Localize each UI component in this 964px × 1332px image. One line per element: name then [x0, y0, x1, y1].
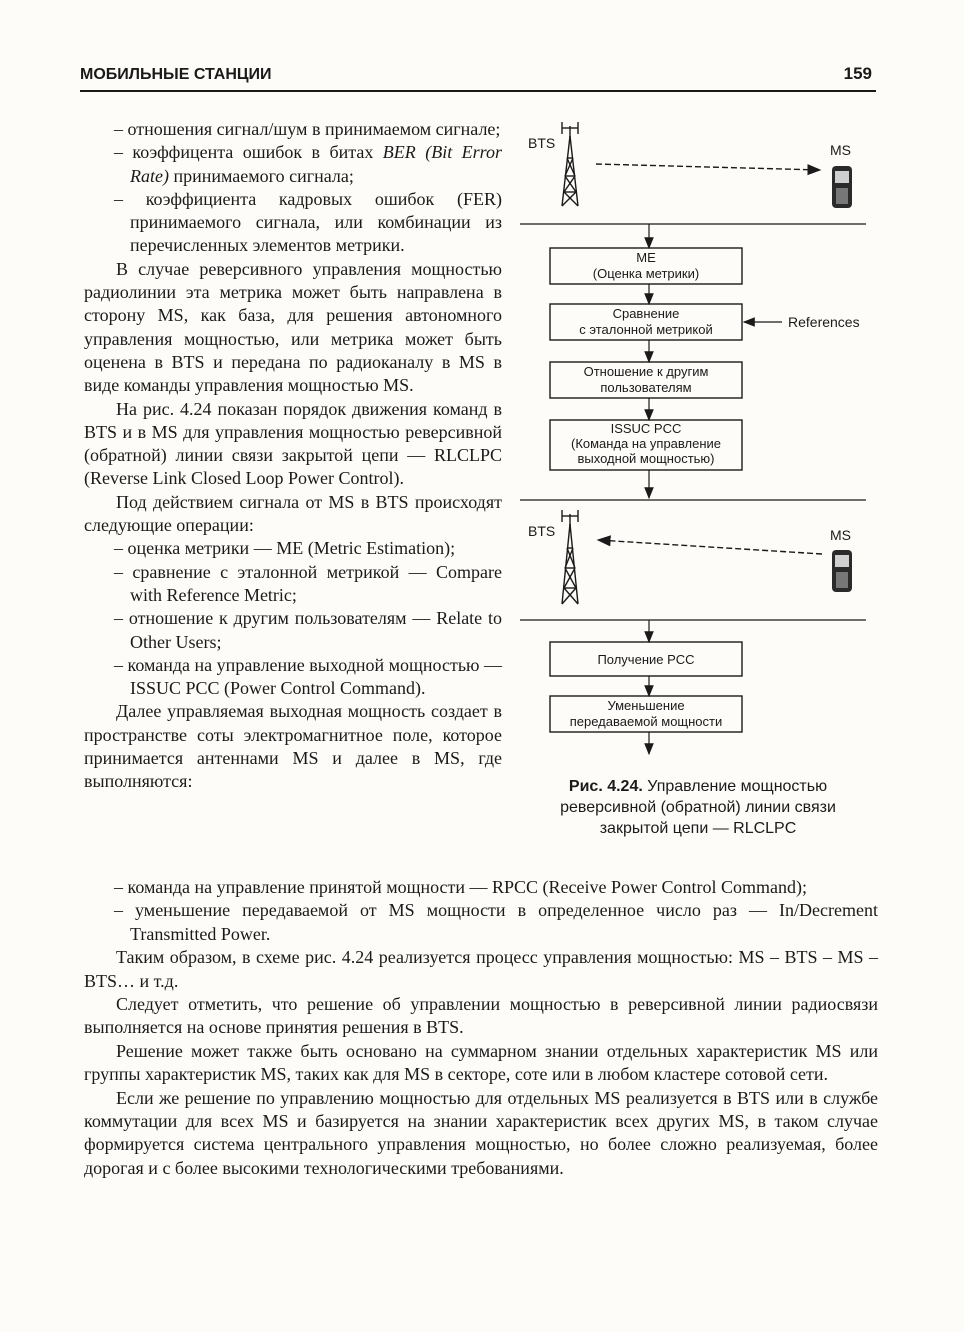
bts-label: BTS: [528, 523, 556, 539]
box-text: с эталонной метрикой: [579, 322, 713, 337]
paragraph: Под действием сигнала от MS в BTS происходят следующие операции:: [84, 491, 502, 536]
full-width-text: [84, 876, 878, 1180]
caption-text: Управление мощностью реверсивной (обратной) линии связи закрытой цепи — RLCLPC: [560, 778, 836, 837]
box-text: выходной мощностью): [577, 451, 715, 466]
box-text: ME: [636, 250, 656, 265]
box-text: ISSUC PCC: [610, 421, 682, 436]
list-item: – отношения сигнал/шум в принимаемом сигнале;: [114, 119, 501, 139]
ber-term: BER (Bit Error Rate): [130, 142, 502, 186]
paragraph: Следует отметить, что решение об управлении мощностью в реверсивной линии радиосвязи выполняется на основе принятия решения в BTS.: [84, 994, 878, 1038]
paragraph: Далее управляемая выходная мощность создает в пространстве соты электромагнитное поле, которое принимается антеннами MS и далее в MS, где выполняются:: [84, 701, 502, 792]
list-item: – отношение к другим пользователям — Relate to Other Users;: [114, 608, 502, 652]
page-number: 159: [843, 64, 872, 83]
bts-label: BTS: [528, 135, 556, 151]
box-text: Сравнение: [612, 306, 680, 321]
paragraph: Если же решение по управлению мощностью для отдельных MS реализуется в BTS или в службе коммутации для всех MS и базируется на знании характеристик всех других MS, в таком случае формируется система центрального управления мощностью, но более сложно реализуемая, более дорогая и с более высокими технологическими требованиями.: [84, 1087, 878, 1178]
box-text: Отношение к другим: [583, 364, 709, 379]
list-item: – сравнение с эталонной метрикой — Compare with Reference Metric;: [114, 561, 502, 605]
bts-tower-icon: [562, 122, 578, 206]
ms-to-bts-signal-arrow: [596, 164, 820, 170]
power-control-diagram: [520, 108, 880, 768]
list-item: – уменьшение передаваемой от MS мощности в определенное число раз — In/Decrement Transmitted Power.: [114, 900, 878, 944]
box-text: Получение PCC: [597, 652, 695, 667]
references-label: References: [788, 314, 860, 330]
figure-caption: [528, 776, 868, 839]
list-item-text: – коэффицента ошибок в битах: [114, 142, 383, 163]
list-item: – команда на управление выходной мощностью — ISSUC PCC (Power Control Command).: [114, 654, 502, 699]
box-text: (Команда на управление: [570, 436, 722, 451]
box-text: (Оценка метрики): [592, 266, 700, 281]
running-title: МОБИЛЬНЫЕ СТАНЦИИ: [80, 66, 272, 83]
box-text: пользователям: [600, 380, 692, 395]
mobile-phone-icon: [832, 550, 852, 592]
list-item-tail: принимаемого сигнала;: [168, 165, 354, 186]
paragraph: В случае реверсивного управления мощностью радиолинии эта метрика может быть направлена в сторону MS, как база, для решения автономного управления мощностью, или метрика может быть оценена в BTS и передана по радиоканалу в MS в виде команды управления мощностью MS.: [84, 258, 502, 396]
ms-label: MS: [830, 142, 851, 158]
caption-number: Рис. 4.24.: [568, 778, 643, 795]
bts-to-ms-signal-arrow: [598, 540, 822, 554]
paragraph: На рис. 4.24 показан порядок движения команд в BTS и в MS для управления мощностью реверсивной (обратной) линии связи закрытой цепи — RLCLPC (Reverse Link Closed Loop Power Control).: [84, 398, 502, 489]
ms-label: MS: [830, 527, 851, 543]
list-item: – коэффициента кадровых ошибок (FER) принимаемого сигнала, или комбинации из перечисленных элементов метрики.: [114, 188, 502, 256]
bts-tower-icon: [562, 510, 578, 604]
figure-4-24: [520, 108, 880, 868]
left-column: [84, 118, 502, 794]
paragraph: Таким образом, в схеме рис. 4.24 реализуется процесс управления мощностью: MS – BTS – MS – BTS… и т.д.: [84, 947, 878, 991]
page-header: [80, 62, 876, 92]
list-item: – команда на управление принятой мощности — RPCC (Receive Power Control Command);: [114, 877, 807, 897]
box-text: Уменьшение: [607, 698, 685, 713]
mobile-phone-icon: [832, 166, 852, 208]
paragraph: Решение может также быть основано на суммарном знании отдельных характеристик MS или группы характеристик MS, таких как для MS в секторе, соте или в любом кластере сотовой сети.: [84, 1040, 878, 1085]
list-item: [84, 141, 502, 188]
list-item: – оценка метрики — ME (Metric Estimation);: [114, 538, 456, 559]
box-text: передаваемой мощности: [569, 714, 723, 729]
